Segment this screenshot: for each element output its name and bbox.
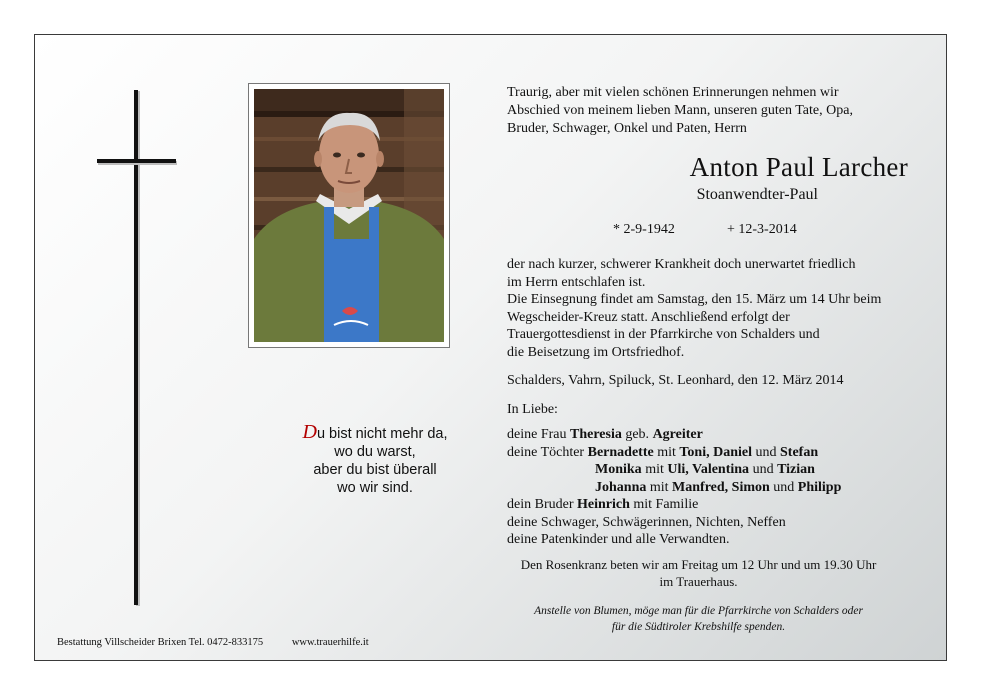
cross-vertical-beam bbox=[134, 90, 138, 605]
quote-line-4: wo wir sind. bbox=[337, 480, 413, 496]
quote-initial: D bbox=[302, 421, 317, 443]
birth-date: * 2-9-1942 bbox=[613, 222, 675, 237]
mourner-daughter-1: deine Töchter Bernadette mit Toni, Daniel und Stefan bbox=[507, 444, 819, 460]
mourner-in-laws: deine Schwager, Schwägerinnen, Nichten, Neffen bbox=[507, 514, 786, 530]
website-link[interactable]: www.trauerhilfe.it bbox=[291, 637, 369, 648]
place-and-date: Schalders, Vahrn, Spiluck, St. Leonhard, den 12. März 2014 bbox=[507, 373, 844, 388]
life-dates bbox=[613, 221, 853, 239]
quote-line-2: wo du warst, bbox=[334, 444, 416, 460]
funeral-home-info: Bestattung Villscheider Brixen Tel. 0472-833175 bbox=[57, 637, 264, 648]
intro-text: Traurig, aber mit vielen schönen Erinnerungen nehmen wir Abschied von meinem lieben Mann, unseren guten Tate, Opa, Bruder, Schwager, Onkel und Paten, Herrn bbox=[507, 85, 853, 136]
quote-line-1: Du bist nicht mehr da, bbox=[302, 421, 448, 443]
donation-note: Anstelle von Blumen, möge man für die Pfarrkirche von Schalders oder für die Südtiroler Krebshilfe spenden. bbox=[534, 605, 863, 633]
rosary-notice: Den Rosenkranz beten wir am Freitag um 12 Uhr und um 19.30 Uhr im Trauerhaus. bbox=[520, 557, 877, 589]
portrait-photo bbox=[254, 89, 444, 342]
mourners-list bbox=[507, 426, 927, 549]
mourner-daughter-3: Johanna mit Manfred, Simon und Philipp bbox=[595, 479, 842, 495]
deceased-nickname: Stoanwendter-Paul bbox=[696, 186, 818, 203]
mourner-wife: deine Frau Theresia geb. Agreiter bbox=[507, 427, 703, 442]
portrait-frame bbox=[248, 83, 450, 348]
service-details: der nach kurzer, schwerer Krankheit doch unerwartet friedlich im Herrn entschlafen ist. Die Einsegnung findet am Samstag, den 15. März um 14 Uhr beim Wegscheider-Kreuz statt. Anschließend erfolgt der Trauergottesdienst in der Pfarrkirche von Schalders und die Beisetzung im Ortsfriedhof. bbox=[507, 257, 882, 360]
mourner-godchildren: deine Patenkinder und alle Verwandten. bbox=[507, 532, 730, 547]
mourner-daughter-2: Monika mit Uli, Valentina und Tizian bbox=[595, 462, 815, 477]
cross-horizontal-beam bbox=[97, 159, 176, 163]
death-date: + 12-3-2014 bbox=[727, 222, 797, 237]
deceased-name: Anton Paul Larcher bbox=[689, 152, 908, 182]
mourner-brother: dein Bruder Heinrich mit Familie bbox=[507, 497, 699, 512]
in-liebe-label: In Liebe: bbox=[507, 402, 558, 417]
quote-line-3: aber du bist überall bbox=[313, 462, 437, 478]
memorial-quote bbox=[260, 423, 490, 497]
footer bbox=[57, 636, 369, 650]
obituary-card bbox=[34, 34, 947, 661]
